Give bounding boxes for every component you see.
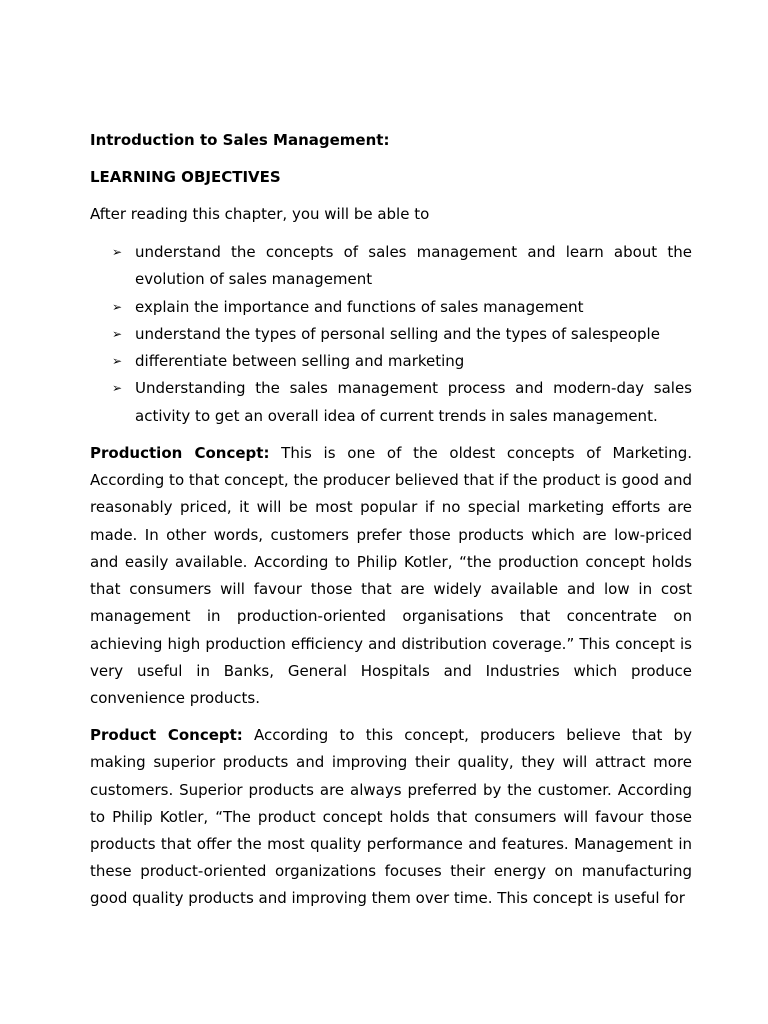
objective-text: explain the importance and functions of sales management <box>135 297 584 316</box>
list-item <box>90 294 692 321</box>
document-page <box>90 128 692 923</box>
production-concept-term: Production Concept: <box>90 444 270 463</box>
objective-text: understand the concepts of sales management and learn about the evolution of sales management <box>135 243 692 289</box>
arrow-bullet-icon: ➢ <box>112 245 123 259</box>
learning-objectives-heading: LEARNING OBJECTIVES <box>90 168 281 186</box>
product-concept-text: According to this concept, producers believe that by making superior products and improving their quality, they will attract more customers. Superior products are always preferred by the customer. According to Philip Kotler, “The product concept holds that consumers will favour those products that offer the most quality performance and features. Management in these product-oriented organizations focuses their energy on manufacturing good quality products and improving them over time. This concept is useful for <box>90 726 692 908</box>
arrow-bullet-icon: ➢ <box>112 354 123 369</box>
list-item <box>90 321 692 348</box>
list-item <box>90 375 692 430</box>
production-concept-text: This is one of the oldest concepts of Marketing. According to that concept, the producer believed that if the product is good and reasonably priced, it will be most popular if no special marketing efforts are made. In other words, customers prefer those products which are low-priced and easily available. According to Philip Kotler, “the production concept holds that consumers will favour those that are widely available and low in cost management in production-oriented organisations that concentrate on achieving high production efficiency and distribution coverage.” This concept is very useful in Banks, General Hospitals and Industries which produce convenience products. <box>90 444 692 707</box>
product-concept-paragraph <box>90 722 692 912</box>
arrow-bullet-icon: ➢ <box>112 381 123 396</box>
objective-text: Understanding the sales management process and modern-day sales activity to get an overall idea of current trends in sales management. <box>135 379 692 425</box>
objective-text: differentiate between selling and marketing <box>135 352 465 371</box>
production-concept-paragraph <box>90 440 692 712</box>
objective-text: understand the types of personal selling and the types of salespeople <box>135 324 660 343</box>
objectives-list <box>90 239 692 430</box>
arrow-bullet-icon: ➢ <box>112 299 123 314</box>
list-item <box>90 239 692 294</box>
intro-text: After reading this chapter, you will be able to <box>90 205 430 223</box>
document-title: Introduction to Sales Management: <box>90 131 390 149</box>
product-concept-term: Product Concept: <box>90 726 243 745</box>
list-item <box>90 348 692 375</box>
arrow-bullet-icon: ➢ <box>112 326 123 341</box>
